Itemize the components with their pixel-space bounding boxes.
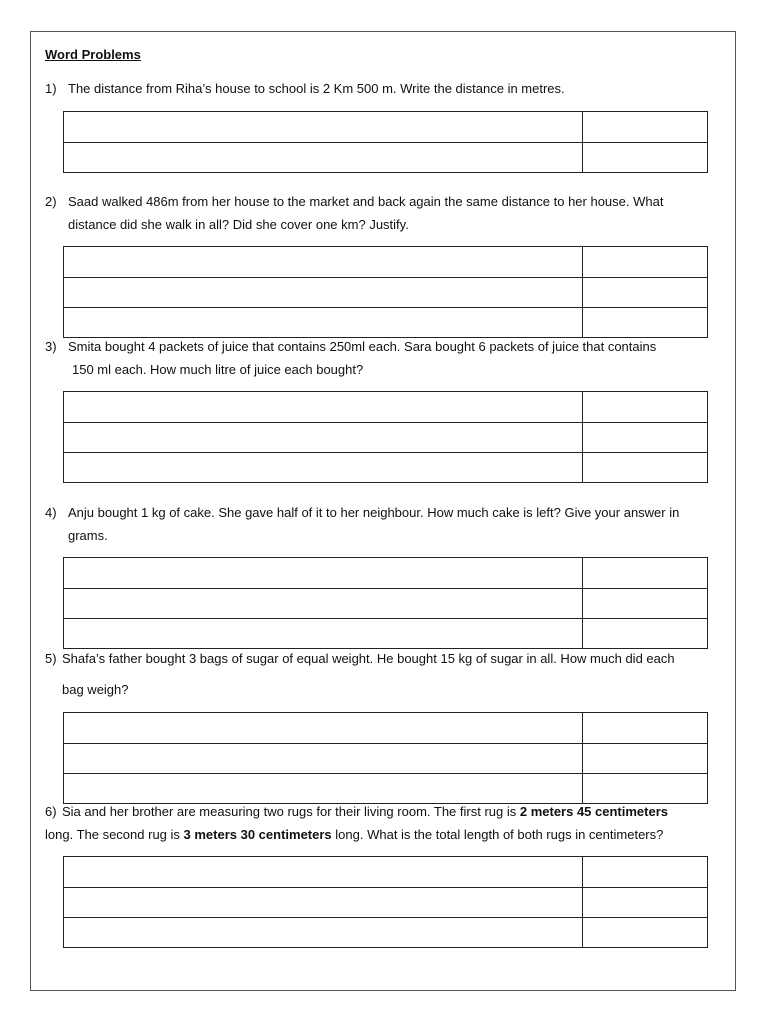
- answer-cell[interactable]: [64, 857, 583, 887]
- question-6: [45, 800, 668, 846]
- question-3: [45, 335, 656, 381]
- answer-cell[interactable]: [64, 112, 583, 142]
- answer-side-cell[interactable]: [583, 713, 707, 743]
- answer-cell[interactable]: [64, 423, 583, 452]
- answer-cell[interactable]: [64, 744, 583, 773]
- answer-cell[interactable]: [64, 918, 583, 947]
- answer-cell[interactable]: [64, 278, 583, 307]
- question-text-line: Shafa’s father bought 3 bags of sugar of equal weight. He bought 15 kg of sugar in all. How much did each: [62, 651, 675, 666]
- question-1: [45, 77, 565, 100]
- answer-box-3: [63, 391, 708, 483]
- question-4: [45, 501, 679, 547]
- answer-side-cell[interactable]: [583, 774, 707, 803]
- answer-cell[interactable]: [64, 774, 583, 803]
- question-text: The distance from Riha’s house to school is 2 Km 500 m. Write the distance in metres.: [68, 81, 565, 96]
- answer-side-cell[interactable]: [583, 558, 707, 588]
- answer-side-cell[interactable]: [583, 143, 707, 172]
- question-number: 1): [45, 81, 57, 96]
- answer-side-cell[interactable]: [583, 857, 707, 887]
- question-text: long. What is the total length of both rugs in centimeters?: [331, 827, 664, 842]
- answer-cell[interactable]: [64, 453, 583, 482]
- question-text-line: distance did she walk in all? Did she cover one km? Justify.: [68, 217, 409, 232]
- question-text-line: 150 ml each. How much litre of juice each bought?: [72, 362, 364, 377]
- question-text-line: Saad walked 486m from her house to the market and back again the same distance to her house. What: [68, 194, 664, 209]
- question-text: long. The second rug is: [45, 827, 184, 842]
- question-5: [45, 647, 675, 701]
- answer-cell[interactable]: [64, 619, 583, 648]
- rug-2-length: 3 meters 30 centimeters: [183, 827, 332, 842]
- answer-side-cell[interactable]: [583, 112, 707, 142]
- question-2: [45, 190, 663, 236]
- answer-side-cell[interactable]: [583, 453, 707, 482]
- answer-side-cell[interactable]: [583, 308, 707, 337]
- answer-cell[interactable]: [64, 888, 583, 917]
- question-number: 5): [45, 651, 57, 666]
- question-number: 6): [45, 804, 57, 819]
- answer-cell[interactable]: [64, 713, 583, 743]
- question-number: 4): [45, 505, 57, 520]
- answer-box-4: [63, 557, 708, 649]
- question-number: 3): [45, 339, 57, 354]
- rug-1-length: 2 meters 45 centimeters: [519, 804, 669, 819]
- answer-box-2: [63, 246, 708, 338]
- answer-cell[interactable]: [64, 589, 583, 618]
- question-text-line: Smita bought 4 packets of juice that contains 250ml each. Sara bought 6 packets of juice that contains: [68, 339, 657, 354]
- answer-side-cell[interactable]: [583, 392, 707, 422]
- answer-side-cell[interactable]: [583, 423, 707, 452]
- worksheet-heading: Word Problems: [45, 47, 141, 62]
- question-number: 2): [45, 194, 57, 209]
- answer-cell[interactable]: [64, 143, 583, 172]
- answer-side-cell[interactable]: [583, 744, 707, 773]
- answer-cell[interactable]: [64, 392, 583, 422]
- question-text: Sia and her brother are measuring two rugs for their living room. The first rug is: [62, 804, 520, 819]
- answer-side-cell[interactable]: [583, 888, 707, 917]
- question-text-line: bag weigh?: [62, 682, 129, 697]
- answer-side-cell[interactable]: [583, 278, 707, 307]
- answer-box-1: [63, 111, 708, 173]
- answer-cell[interactable]: [64, 247, 583, 277]
- answer-side-cell[interactable]: [583, 918, 707, 947]
- answer-side-cell[interactable]: [583, 589, 707, 618]
- question-text-line: Anju bought 1 kg of cake. She gave half of it to her neighbour. How much cake is left? Give your answer in: [68, 505, 680, 520]
- answer-box-5: [63, 712, 708, 804]
- answer-side-cell[interactable]: [583, 619, 707, 648]
- answer-box-6: [63, 856, 708, 948]
- answer-cell[interactable]: [64, 308, 583, 337]
- answer-side-cell[interactable]: [583, 247, 707, 277]
- answer-cell[interactable]: [64, 558, 583, 588]
- question-text-line: grams.: [68, 528, 108, 543]
